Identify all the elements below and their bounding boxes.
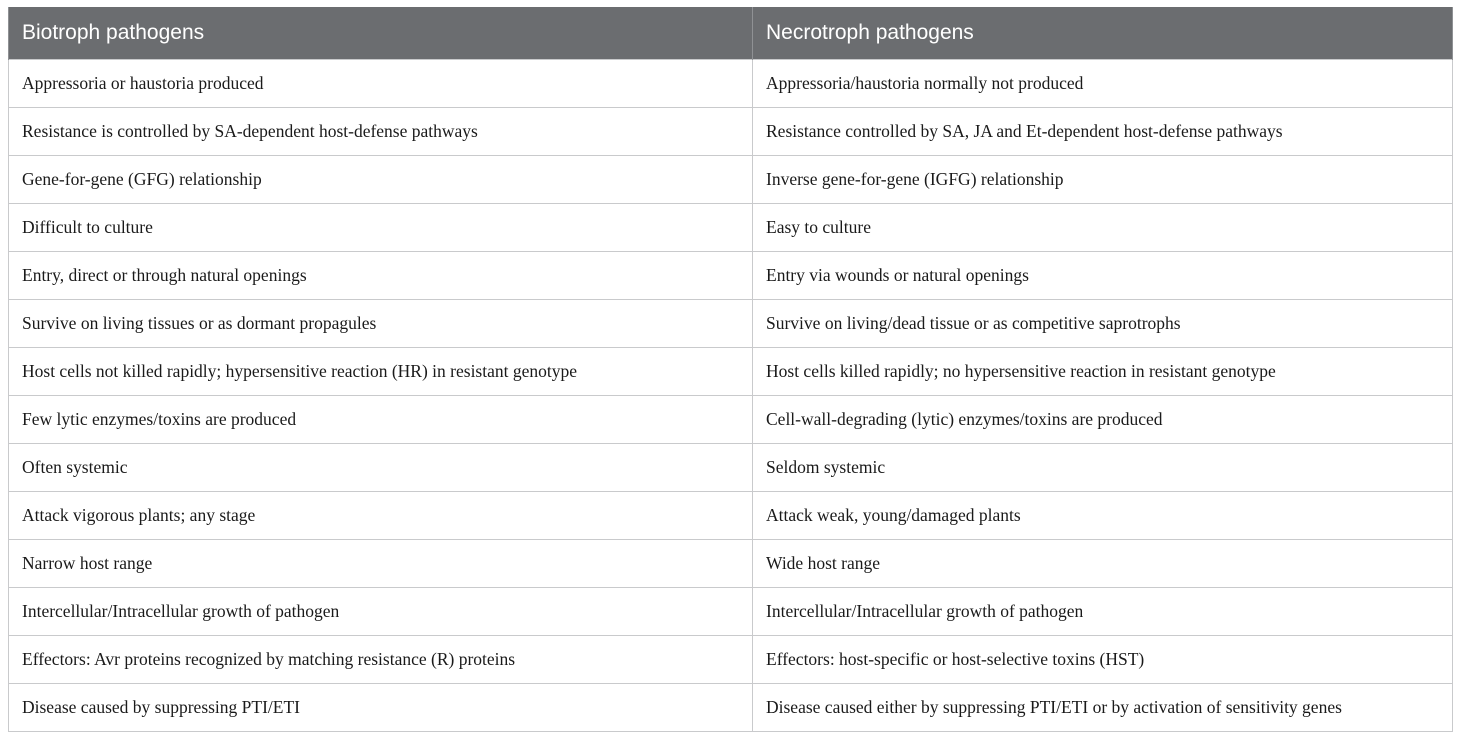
cell-necrotroph: Entry via wounds or natural openings xyxy=(753,251,1453,299)
table-row xyxy=(9,683,1453,731)
cell-biotroph: Few lytic enzymes/toxins are produced xyxy=(9,395,753,443)
cell-necrotroph: Easy to culture xyxy=(753,203,1453,251)
table-row xyxy=(9,155,1453,203)
cell-biotroph: Entry, direct or through natural openings xyxy=(9,251,753,299)
pathogen-comparison-table xyxy=(8,7,1453,732)
cell-necrotroph: Disease caused either by suppressing PTI/ETI or by activation of sensitivity genes xyxy=(753,683,1453,731)
table-body xyxy=(9,59,1453,731)
table-row xyxy=(9,635,1453,683)
cell-necrotroph: Inverse gene-for-gene (IGFG) relationship xyxy=(753,155,1453,203)
comparison-table-container xyxy=(8,7,1452,732)
cell-necrotroph: Wide host range xyxy=(753,539,1453,587)
cell-biotroph: Difficult to culture xyxy=(9,203,753,251)
cell-necrotroph: Effectors: host-specific or host-selective toxins (HST) xyxy=(753,635,1453,683)
cell-necrotroph: Seldom systemic xyxy=(753,443,1453,491)
cell-biotroph: Disease caused by suppressing PTI/ETI xyxy=(9,683,753,731)
header-biotroph: Biotroph pathogens xyxy=(9,7,753,59)
cell-biotroph: Resistance is controlled by SA-dependent host-defense pathways xyxy=(9,107,753,155)
table-row xyxy=(9,107,1453,155)
cell-biotroph: Gene-for-gene (GFG) relationship xyxy=(9,155,753,203)
table-row xyxy=(9,587,1453,635)
table-row xyxy=(9,203,1453,251)
cell-biotroph: Intercellular/Intracellular growth of pathogen xyxy=(9,587,753,635)
table-row xyxy=(9,443,1453,491)
cell-necrotroph: Attack weak, young/damaged plants xyxy=(753,491,1453,539)
table-row xyxy=(9,299,1453,347)
cell-necrotroph: Host cells killed rapidly; no hypersensitive reaction in resistant genotype xyxy=(753,347,1453,395)
cell-biotroph: Appressoria or haustoria produced xyxy=(9,59,753,107)
table-row xyxy=(9,347,1453,395)
cell-necrotroph: Cell-wall-degrading (lytic) enzymes/toxins are produced xyxy=(753,395,1453,443)
cell-biotroph: Often systemic xyxy=(9,443,753,491)
cell-necrotroph: Intercellular/Intracellular growth of pathogen xyxy=(753,587,1453,635)
cell-biotroph: Attack vigorous plants; any stage xyxy=(9,491,753,539)
table-row xyxy=(9,539,1453,587)
table-row xyxy=(9,491,1453,539)
cell-biotroph: Host cells not killed rapidly; hypersensitive reaction (HR) in resistant genotype xyxy=(9,347,753,395)
cell-biotroph: Survive on living tissues or as dormant propagules xyxy=(9,299,753,347)
table-row xyxy=(9,395,1453,443)
cell-biotroph: Narrow host range xyxy=(9,539,753,587)
cell-biotroph: Effectors: Avr proteins recognized by matching resistance (R) proteins xyxy=(9,635,753,683)
header-row xyxy=(9,7,1453,59)
table-header xyxy=(9,7,1453,59)
table-row xyxy=(9,251,1453,299)
table-row xyxy=(9,59,1453,107)
cell-necrotroph: Appressoria/haustoria normally not produced xyxy=(753,59,1453,107)
header-necrotroph: Necrotroph pathogens xyxy=(753,7,1453,59)
cell-necrotroph: Resistance controlled by SA, JA and Et-dependent host-defense pathways xyxy=(753,107,1453,155)
cell-necrotroph: Survive on living/dead tissue or as competitive saprotrophs xyxy=(753,299,1453,347)
